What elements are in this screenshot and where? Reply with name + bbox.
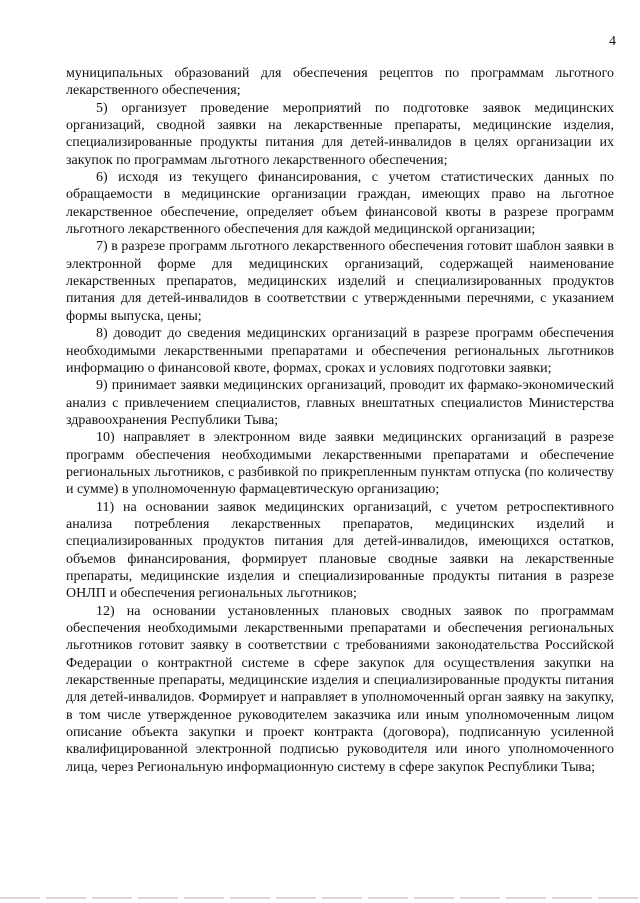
paragraph-item-6: 6) исходя из текущего финансирования, с учетом статистических данных по обращаемости в медицинские организации граждан, имеющих право на льготное лекарственное обеспечение, определяет объем финансовой квоты в разрезе программ льготного лекарственного обеспечения для каждой медицинской организации; [66,170,614,238]
paragraph-continuation: муниципальных образований для обеспечения рецептов по программам льготного лекарственного обеспечения; [66,66,614,99]
scan-edge-line [0,897,640,899]
paragraph-item-12: 12) на основании установленных плановых сводных заявок по программам обеспечения необходимыми лекарственными препаратами и обеспечения региональных льготников готовит заявку в соответствии с требованиями законодательства Российской Федерации о контрактной системе в сфере закупок для осуществления закупки на лекарственные препараты, медицинские изделия и специализированные продукты питания для детей-инвалидов. Формирует и направляет в уполномоченный орган заявку на закупку, в том числе утвержденное руководителем заказчика или иным уполномоченным лицом описание объекта закупки и проект контракта (договора), подписанную усиленной квалифицированной электронной подписью руководителя или иного уполномоченного лица, через Региональную информационную систему в сфере закупок Республики Тыва; [66,603,614,775]
paragraph-item-10: 10) направляет в электронном виде заявки медицинских организаций в разрезе программ обеспечения необходимыми лекарственными препаратами и обеспечение региональных льготников, с разбивкой по прикрепленным пунктам отпуска (по количеству и сумме) в уполномоченную фармацевтическую организацию; [66,430,614,498]
document-body [66,65,614,776]
page-number: 4 [609,34,616,49]
paragraph-item-5: 5) организует проведение мероприятий по подготовке заявок медицинских организаций, сводной заявки на лекарственные препараты, медицинские изделия, специализированные продукты питания для детей-инвалидов в целях организации их закупок по программам льготного лекарственного обеспечения; [66,100,614,168]
paragraph-item-11: 11) на основании заявок медицинских организаций, с учетом ретроспективного анализа потребления лекарственных препаратов, медицинских изделий и специализированных продуктов питания для детей-инвалидов, имеющихся остатков, объемов финансирования, формирует плановые сводные заявки на лекарственные препараты, медицинские изделия и специализированные продукты питания в разрезе ОНЛП и обеспечения региональных льготников; [66,499,614,602]
paragraph-item-8: 8) доводит до сведения медицинских организаций в разрезе программ обеспечения необходимыми лекарственными препаратами и обеспечения региональных льготников информацию о финансовой квоте, формах, сроках и условиях подготовки заявки; [66,326,614,376]
paragraph-item-7: 7) в разрезе программ льготного лекарственного обеспечения готовит шаблон заявки в электронной форме для медицинских организаций, содержащей наименование лекарственных препаратов, медицинских изделий и специализированных продуктов питания для детей-инвалидов в соответствии с утвержденными перечнями, с указанием формы выпуска, цены; [66,239,614,324]
paragraph-item-9: 9) принимает заявки медицинских организаций, проводит их фармако-экономический анализ с привлечением специалистов, главных внештатных специалистов Министерства здравоохранения Республики Тыва; [66,378,614,428]
